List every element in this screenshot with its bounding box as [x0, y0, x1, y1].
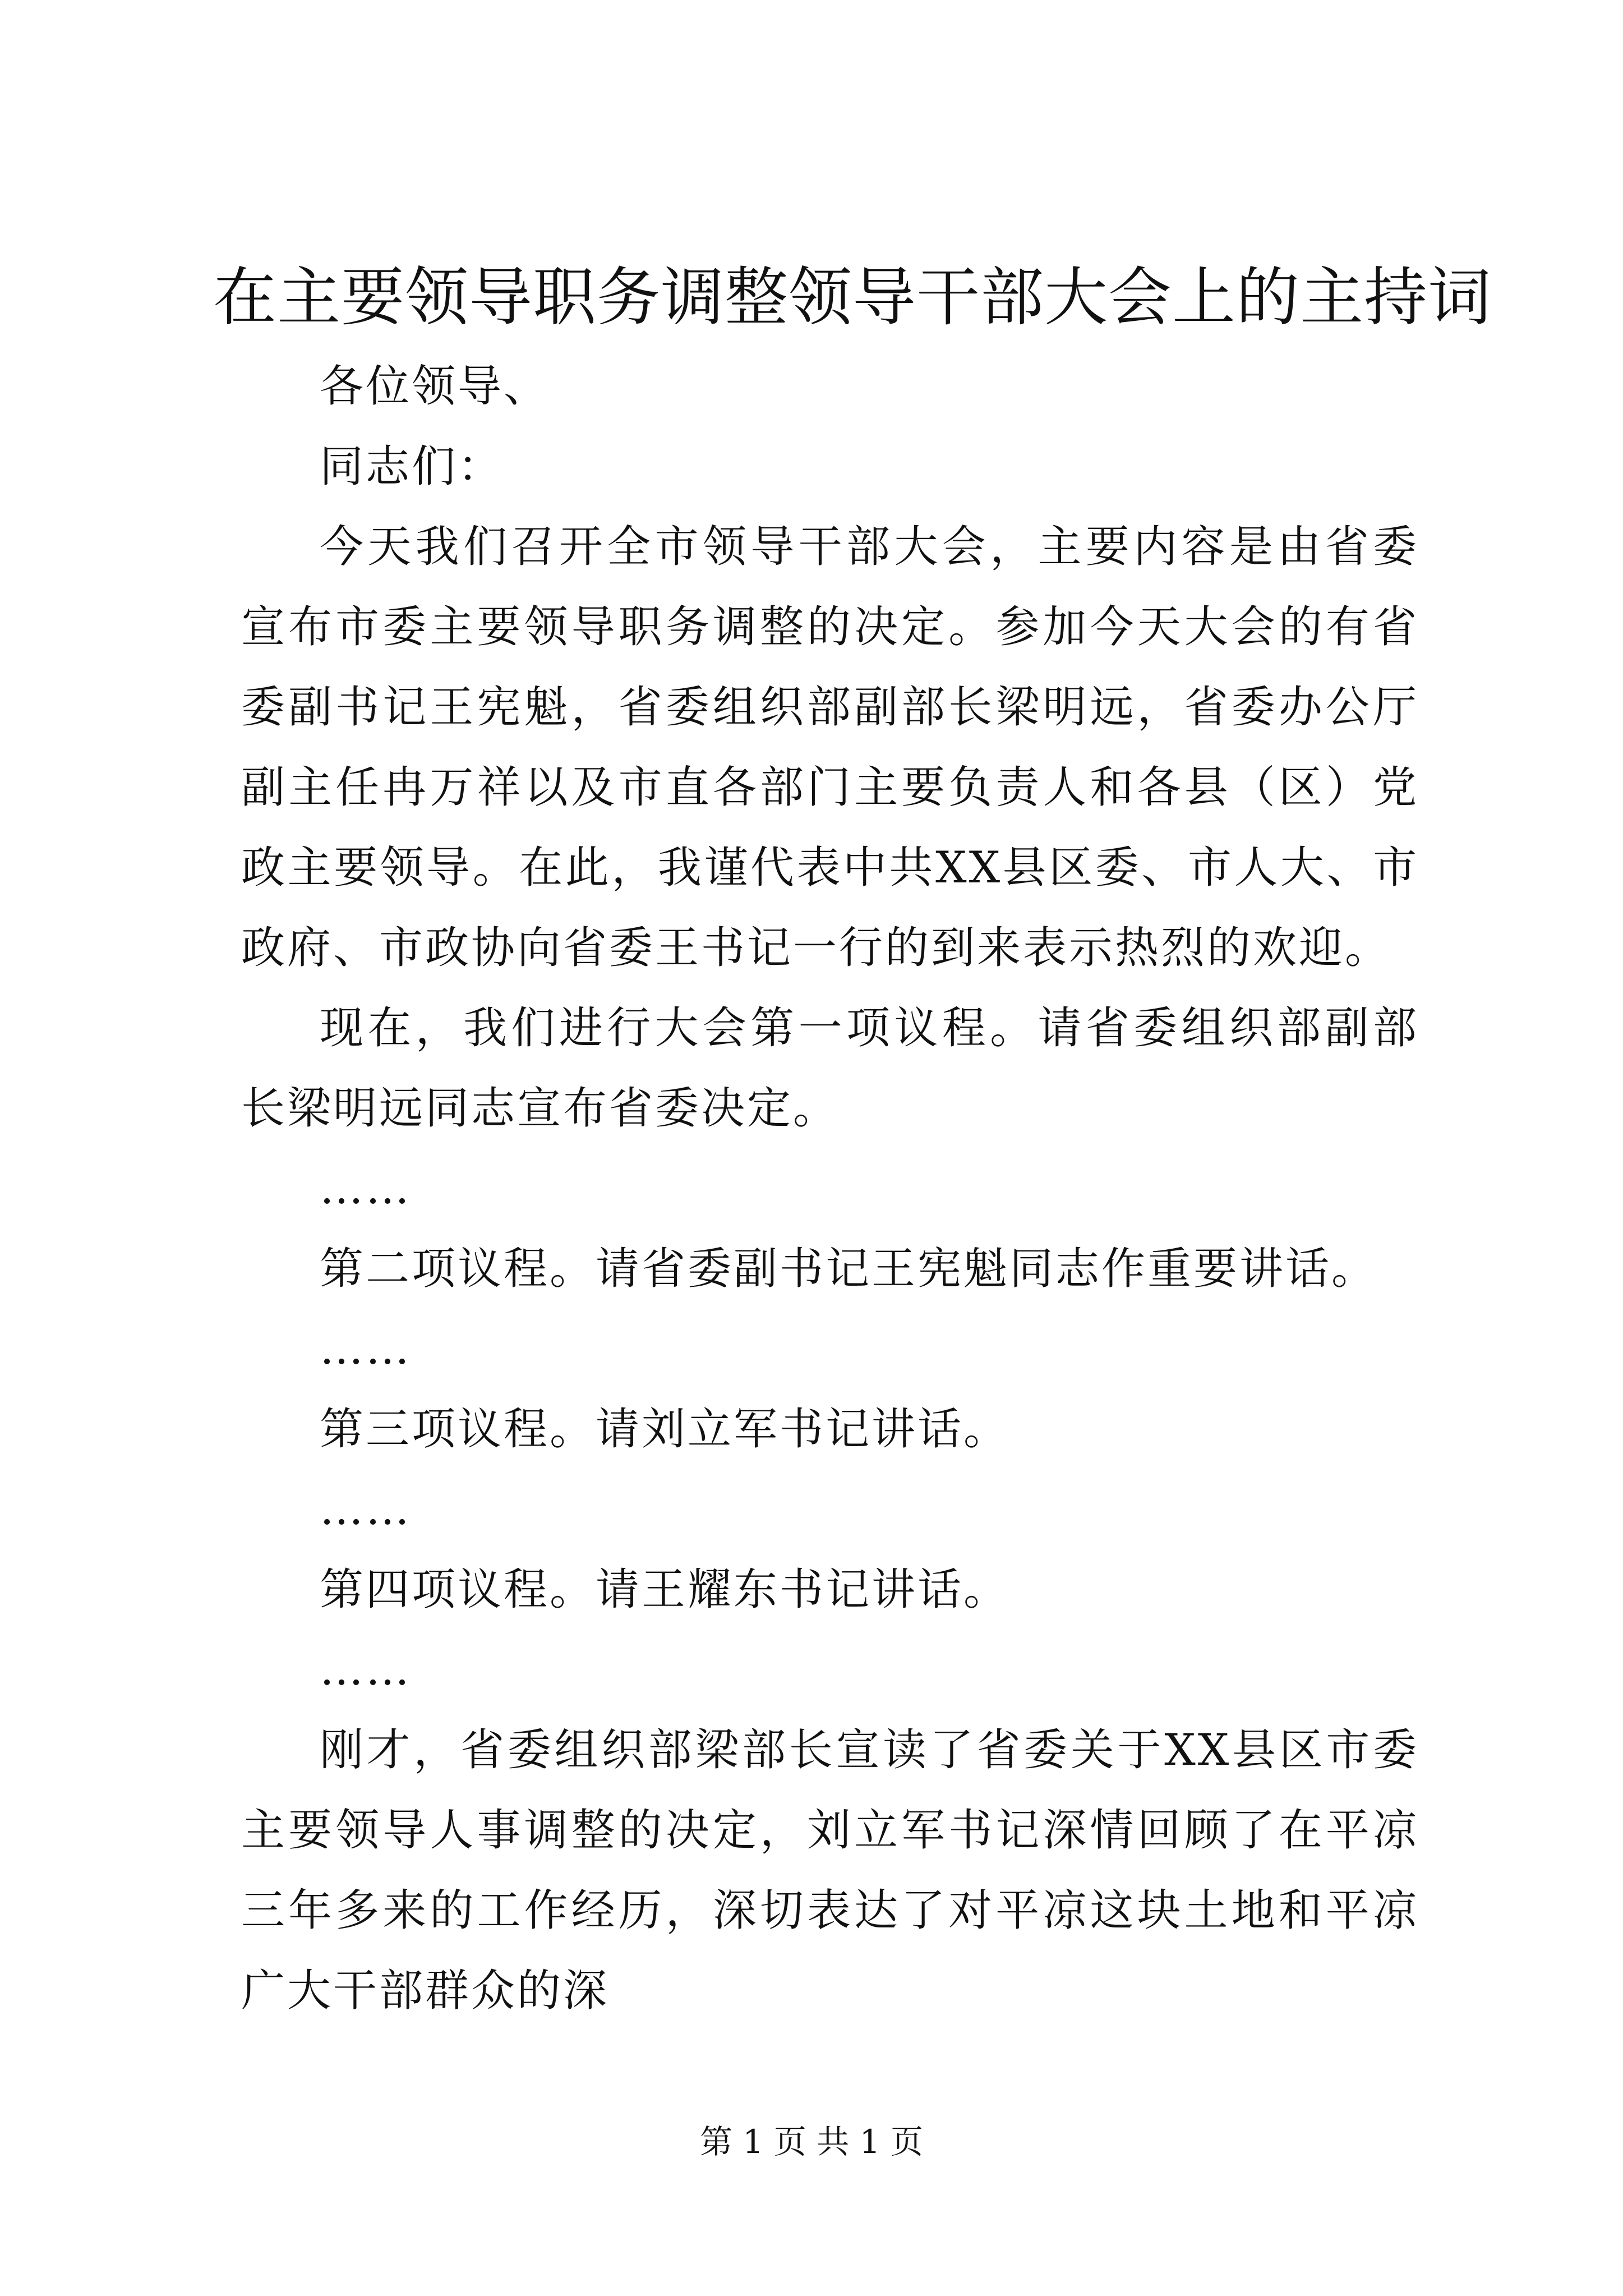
salutation-leaders: 各位领导、: [320, 361, 550, 412]
ellipsis: ……: [320, 1163, 412, 1214]
agenda-item-1: 现在，我们进行大会第一项议程。请省委组织部副部长梁明远同志宣布省委决定。: [241, 1003, 1419, 1134]
document-title: 在主要领导职务调整领导干部大会上的主持词: [213, 260, 1492, 334]
agenda-item-4: 第四项议程。请王耀东书记讲话。: [320, 1565, 1010, 1615]
document-body: [241, 347, 1419, 2031]
ellipsis: ……: [320, 1484, 412, 1535]
agenda-item-2: 第二项议程。请省委副书记王宪魁同志作重要讲话。: [320, 1244, 1378, 1294]
agenda-item-3: 第三项议程。请刘立军书记讲话。: [320, 1404, 1010, 1455]
opening-paragraph: 今天我们召开全市领导干部大会，主要内容是由省委宣布市委主要领导职务调整的决定。参加今天大会的有省委副书记王宪魁，省委组织部副部长梁明远，省委办公厅副主任冉万祥以及市直各部门主要负责人和各县（区）党政主要领导。在此，我谨代表中共XX县区委、市人大、市政府、市政协向省委王书记一行的到来表示热烈的欢迎。: [241, 522, 1419, 973]
page-footer: 第 1 页 共 1 页: [700, 2123, 923, 2161]
ellipsis: ……: [320, 1324, 412, 1374]
ellipsis: ……: [320, 1645, 412, 1695]
salutation-comrades: 同志们：: [320, 441, 504, 492]
summary-paragraph: 刚才，省委组织部梁部长宣读了省委关于XX县区市委主要领导人事调整的决定，刘立军书记深情回顾了在平凉三年多来的工作经历，深切表达了对平凉这块土地和平凉广大干部群众的深: [241, 1725, 1419, 2016]
